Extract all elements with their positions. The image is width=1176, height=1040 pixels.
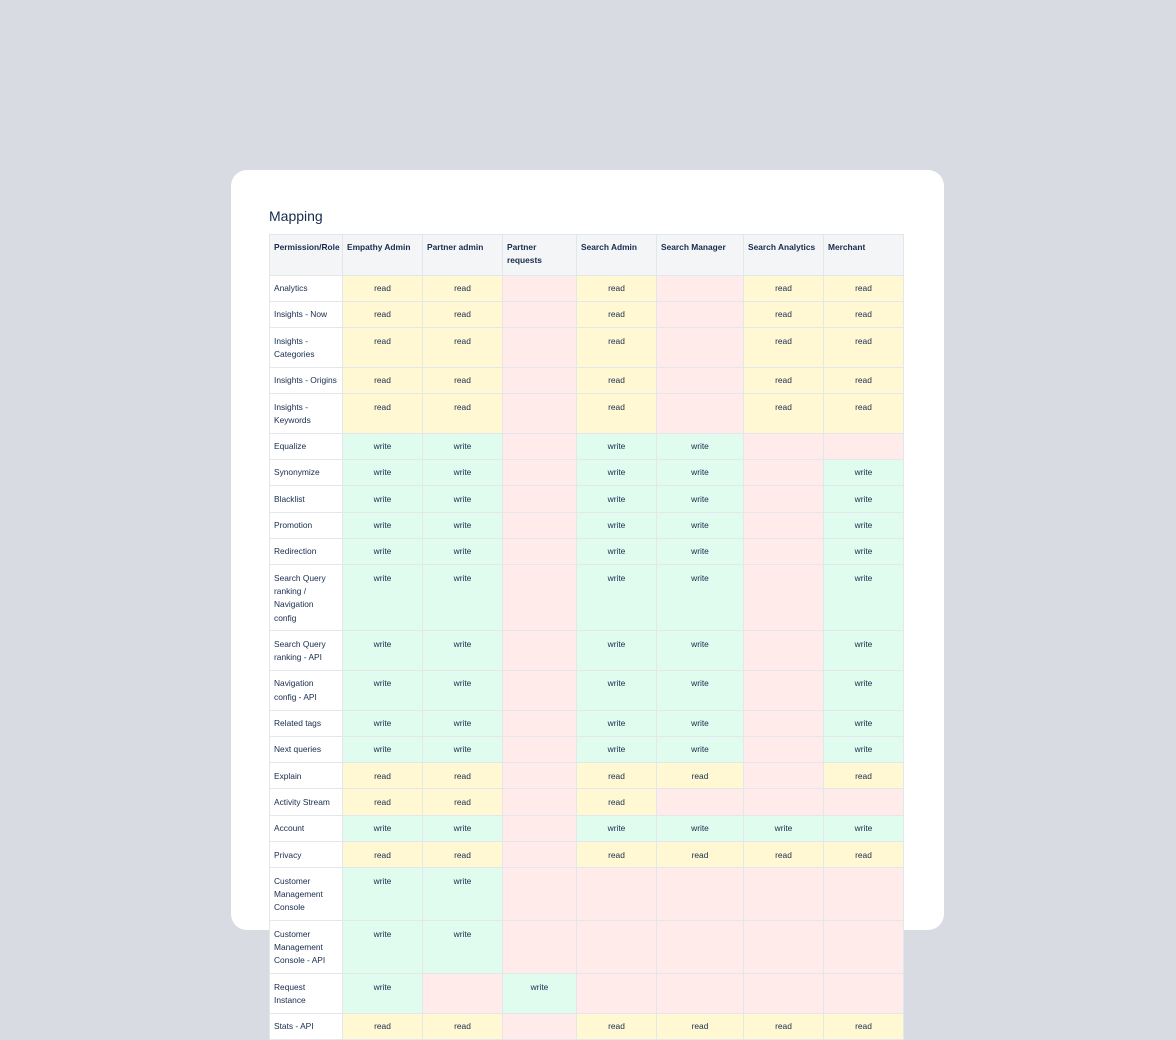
- table-row: [270, 842, 904, 868]
- permission-value-cell: read: [343, 367, 423, 393]
- table-row: [270, 394, 904, 434]
- permission-value-cell: write: [824, 631, 904, 671]
- permission-name-cell: Promotion: [270, 512, 343, 538]
- permission-name-cell: Insights - Categories: [270, 328, 343, 368]
- permission-value-cell: [423, 974, 503, 1014]
- permission-value-cell: write: [423, 868, 503, 921]
- permission-value-cell: write: [657, 565, 744, 631]
- permission-value-cell: [503, 538, 577, 564]
- table-row: [270, 631, 904, 671]
- permission-value-cell: read: [423, 394, 503, 434]
- table-row: [270, 815, 904, 841]
- permission-value-cell: read: [343, 275, 423, 301]
- permission-value-cell: read: [744, 275, 824, 301]
- permission-value-cell: [503, 433, 577, 459]
- permission-value-cell: write: [577, 512, 657, 538]
- permission-value-cell: [503, 301, 577, 327]
- permission-value-cell: write: [824, 670, 904, 710]
- permission-value-cell: write: [343, 631, 423, 671]
- permission-name-cell: Next queries: [270, 736, 343, 762]
- permission-value-cell: write: [423, 670, 503, 710]
- permission-value-cell: read: [577, 367, 657, 393]
- column-header: Partner requests: [503, 235, 577, 276]
- permission-value-cell: [657, 868, 744, 921]
- permission-value-cell: [503, 842, 577, 868]
- permission-value-cell: read: [744, 301, 824, 327]
- permission-value-cell: read: [744, 1013, 824, 1039]
- permission-value-cell: [824, 868, 904, 921]
- permission-value-cell: [744, 789, 824, 815]
- permission-value-cell: write: [577, 459, 657, 485]
- permission-value-cell: [744, 670, 824, 710]
- permission-value-cell: read: [343, 394, 423, 434]
- permission-value-cell: read: [657, 763, 744, 789]
- permission-value-cell: [657, 921, 744, 974]
- permission-value-cell: [657, 789, 744, 815]
- permission-value-cell: [503, 710, 577, 736]
- page-title: Mapping: [269, 208, 323, 224]
- permission-name-cell: Insights - Keywords: [270, 394, 343, 434]
- permission-value-cell: read: [423, 367, 503, 393]
- permission-value-cell: read: [744, 394, 824, 434]
- permission-value-cell: read: [824, 328, 904, 368]
- permission-value-cell: read: [577, 328, 657, 368]
- permission-value-cell: write: [423, 538, 503, 564]
- permission-value-cell: read: [824, 763, 904, 789]
- permission-value-cell: [503, 512, 577, 538]
- content-card: [231, 170, 944, 1032]
- permission-value-cell: [744, 486, 824, 512]
- permission-value-cell: write: [577, 538, 657, 564]
- permission-value-cell: [577, 974, 657, 1014]
- column-header: Merchant: [824, 235, 904, 276]
- permission-name-cell: Navigation config - API: [270, 670, 343, 710]
- table-row: [270, 512, 904, 538]
- permission-value-cell: write: [657, 710, 744, 736]
- column-header: Partner admin: [423, 235, 503, 276]
- permission-name-cell: Insights - Now: [270, 301, 343, 327]
- permission-value-cell: [657, 275, 744, 301]
- permission-value-cell: write: [343, 486, 423, 512]
- permission-value-cell: [503, 921, 577, 974]
- permission-value-cell: [503, 631, 577, 671]
- permission-value-cell: [503, 328, 577, 368]
- permission-value-cell: [744, 565, 824, 631]
- table-row: [270, 1013, 904, 1039]
- permission-value-cell: read: [577, 763, 657, 789]
- permission-value-cell: read: [577, 301, 657, 327]
- permission-name-cell: Privacy: [270, 842, 343, 868]
- permission-value-cell: read: [824, 275, 904, 301]
- permission-value-cell: [744, 868, 824, 921]
- permission-name-cell: Explain: [270, 763, 343, 789]
- permission-value-cell: read: [744, 367, 824, 393]
- permission-name-cell: Request Instance: [270, 974, 343, 1014]
- permission-value-cell: write: [343, 459, 423, 485]
- permission-value-cell: read: [343, 842, 423, 868]
- permission-value-cell: read: [423, 301, 503, 327]
- permission-value-cell: write: [343, 433, 423, 459]
- permission-value-cell: write: [657, 631, 744, 671]
- permission-value-cell: [744, 736, 824, 762]
- permission-value-cell: write: [744, 815, 824, 841]
- permission-value-cell: write: [824, 815, 904, 841]
- permission-value-cell: read: [423, 789, 503, 815]
- permission-value-cell: [503, 763, 577, 789]
- permission-name-cell: Blacklist: [270, 486, 343, 512]
- permission-value-cell: write: [657, 512, 744, 538]
- permission-value-cell: write: [423, 921, 503, 974]
- permission-value-cell: [744, 512, 824, 538]
- permission-value-cell: read: [423, 1013, 503, 1039]
- permission-value-cell: [744, 763, 824, 789]
- permissions-table: [269, 234, 904, 1040]
- permission-value-cell: write: [577, 433, 657, 459]
- column-header: Search Admin: [577, 235, 657, 276]
- permission-value-cell: [744, 710, 824, 736]
- table-row: [270, 301, 904, 327]
- permission-value-cell: write: [657, 538, 744, 564]
- permission-value-cell: write: [343, 815, 423, 841]
- table-row: [270, 736, 904, 762]
- permission-value-cell: [824, 921, 904, 974]
- permission-value-cell: write: [343, 710, 423, 736]
- table-row: [270, 710, 904, 736]
- table-row: [270, 328, 904, 368]
- permission-value-cell: [657, 394, 744, 434]
- permission-value-cell: read: [343, 328, 423, 368]
- permission-name-cell: Equalize: [270, 433, 343, 459]
- permission-name-cell: Search Query ranking - API: [270, 631, 343, 671]
- permission-value-cell: [503, 670, 577, 710]
- table-row: [270, 367, 904, 393]
- permission-value-cell: [744, 631, 824, 671]
- permission-value-cell: [503, 789, 577, 815]
- permission-value-cell: write: [343, 974, 423, 1014]
- column-header: Empathy Admin: [343, 235, 423, 276]
- table-row: [270, 459, 904, 485]
- permission-name-cell: Search Query ranking / Navigation config: [270, 565, 343, 631]
- permission-value-cell: read: [577, 394, 657, 434]
- table-row: [270, 670, 904, 710]
- permission-value-cell: write: [423, 486, 503, 512]
- permission-value-cell: write: [343, 868, 423, 921]
- permission-value-cell: write: [824, 710, 904, 736]
- permission-value-cell: read: [423, 328, 503, 368]
- permission-value-cell: read: [824, 1013, 904, 1039]
- permission-value-cell: read: [423, 275, 503, 301]
- permission-value-cell: write: [577, 670, 657, 710]
- permission-name-cell: Insights - Origins: [270, 367, 343, 393]
- permission-value-cell: [657, 974, 744, 1014]
- table-row: [270, 868, 904, 921]
- permission-value-cell: read: [423, 763, 503, 789]
- permission-value-cell: read: [577, 842, 657, 868]
- permission-value-cell: write: [657, 486, 744, 512]
- permission-value-cell: [744, 433, 824, 459]
- permission-value-cell: [503, 736, 577, 762]
- permission-value-cell: [744, 459, 824, 485]
- permission-value-cell: write: [824, 538, 904, 564]
- permission-value-cell: read: [343, 301, 423, 327]
- permission-value-cell: write: [423, 433, 503, 459]
- permission-value-cell: write: [657, 433, 744, 459]
- table-row: [270, 921, 904, 974]
- permission-value-cell: write: [343, 921, 423, 974]
- column-header: Search Manager: [657, 235, 744, 276]
- permission-value-cell: read: [824, 394, 904, 434]
- table-row: [270, 974, 904, 1014]
- permission-value-cell: write: [423, 631, 503, 671]
- permission-value-cell: write: [657, 736, 744, 762]
- permission-value-cell: write: [824, 459, 904, 485]
- permission-name-cell: Customer Management Console - API: [270, 921, 343, 974]
- permission-name-cell: Account: [270, 815, 343, 841]
- permission-value-cell: read: [824, 842, 904, 868]
- permission-value-cell: write: [423, 512, 503, 538]
- permission-value-cell: read: [824, 367, 904, 393]
- permission-value-cell: write: [657, 670, 744, 710]
- permission-value-cell: write: [343, 538, 423, 564]
- permission-value-cell: [577, 868, 657, 921]
- permission-value-cell: [503, 394, 577, 434]
- permission-value-cell: read: [744, 842, 824, 868]
- permission-value-cell: write: [423, 710, 503, 736]
- permission-value-cell: write: [577, 815, 657, 841]
- permission-value-cell: write: [824, 486, 904, 512]
- table-body: [270, 275, 904, 1039]
- table-row: [270, 763, 904, 789]
- permission-value-cell: write: [824, 512, 904, 538]
- permission-value-cell: [503, 367, 577, 393]
- column-header: Permission/Role: [270, 235, 343, 276]
- permission-value-cell: read: [577, 1013, 657, 1039]
- permission-value-cell: read: [657, 842, 744, 868]
- permission-value-cell: write: [657, 459, 744, 485]
- permission-value-cell: [503, 565, 577, 631]
- permission-value-cell: write: [343, 565, 423, 631]
- permission-value-cell: [744, 921, 824, 974]
- permission-value-cell: write: [423, 565, 503, 631]
- permission-value-cell: [657, 328, 744, 368]
- permission-value-cell: [503, 459, 577, 485]
- permission-value-cell: write: [343, 736, 423, 762]
- permission-value-cell: read: [423, 842, 503, 868]
- permission-value-cell: write: [577, 631, 657, 671]
- permission-value-cell: [577, 921, 657, 974]
- table-row: [270, 486, 904, 512]
- permission-value-cell: write: [423, 459, 503, 485]
- permission-value-cell: write: [824, 565, 904, 631]
- table-row: [270, 433, 904, 459]
- permission-value-cell: [824, 433, 904, 459]
- permission-name-cell: Analytics: [270, 275, 343, 301]
- permission-value-cell: read: [744, 328, 824, 368]
- permission-value-cell: write: [423, 815, 503, 841]
- permission-value-cell: [503, 486, 577, 512]
- permission-value-cell: write: [577, 710, 657, 736]
- permission-value-cell: [503, 1013, 577, 1039]
- permission-value-cell: [657, 367, 744, 393]
- table-row: [270, 565, 904, 631]
- permission-name-cell: Activity Stream: [270, 789, 343, 815]
- permission-value-cell: write: [577, 486, 657, 512]
- permission-value-cell: read: [824, 301, 904, 327]
- permission-value-cell: [824, 789, 904, 815]
- permission-value-cell: write: [577, 736, 657, 762]
- permission-value-cell: [744, 974, 824, 1014]
- permission-name-cell: Customer Management Console: [270, 868, 343, 921]
- permission-value-cell: [824, 974, 904, 1014]
- permission-value-cell: read: [577, 275, 657, 301]
- permission-value-cell: [503, 868, 577, 921]
- table-row: [270, 789, 904, 815]
- permission-value-cell: write: [577, 565, 657, 631]
- permission-value-cell: read: [343, 1013, 423, 1039]
- permission-value-cell: read: [343, 763, 423, 789]
- permission-value-cell: read: [577, 789, 657, 815]
- permission-name-cell: Related tags: [270, 710, 343, 736]
- permission-name-cell: Stats - API: [270, 1013, 343, 1039]
- permission-value-cell: write: [657, 815, 744, 841]
- permission-value-cell: [744, 538, 824, 564]
- permission-value-cell: [503, 275, 577, 301]
- permission-value-cell: write: [503, 974, 577, 1014]
- permission-value-cell: write: [423, 736, 503, 762]
- permission-value-cell: write: [824, 736, 904, 762]
- permission-value-cell: write: [343, 670, 423, 710]
- permission-value-cell: [657, 301, 744, 327]
- table-row: [270, 275, 904, 301]
- permission-value-cell: write: [343, 512, 423, 538]
- table-row: [270, 538, 904, 564]
- permission-value-cell: [503, 815, 577, 841]
- column-header: Search Analytics: [744, 235, 824, 276]
- permission-value-cell: read: [343, 789, 423, 815]
- permission-value-cell: read: [657, 1013, 744, 1039]
- table-header-row: [270, 235, 904, 276]
- permission-name-cell: Redirection: [270, 538, 343, 564]
- permission-name-cell: Synonymize: [270, 459, 343, 485]
